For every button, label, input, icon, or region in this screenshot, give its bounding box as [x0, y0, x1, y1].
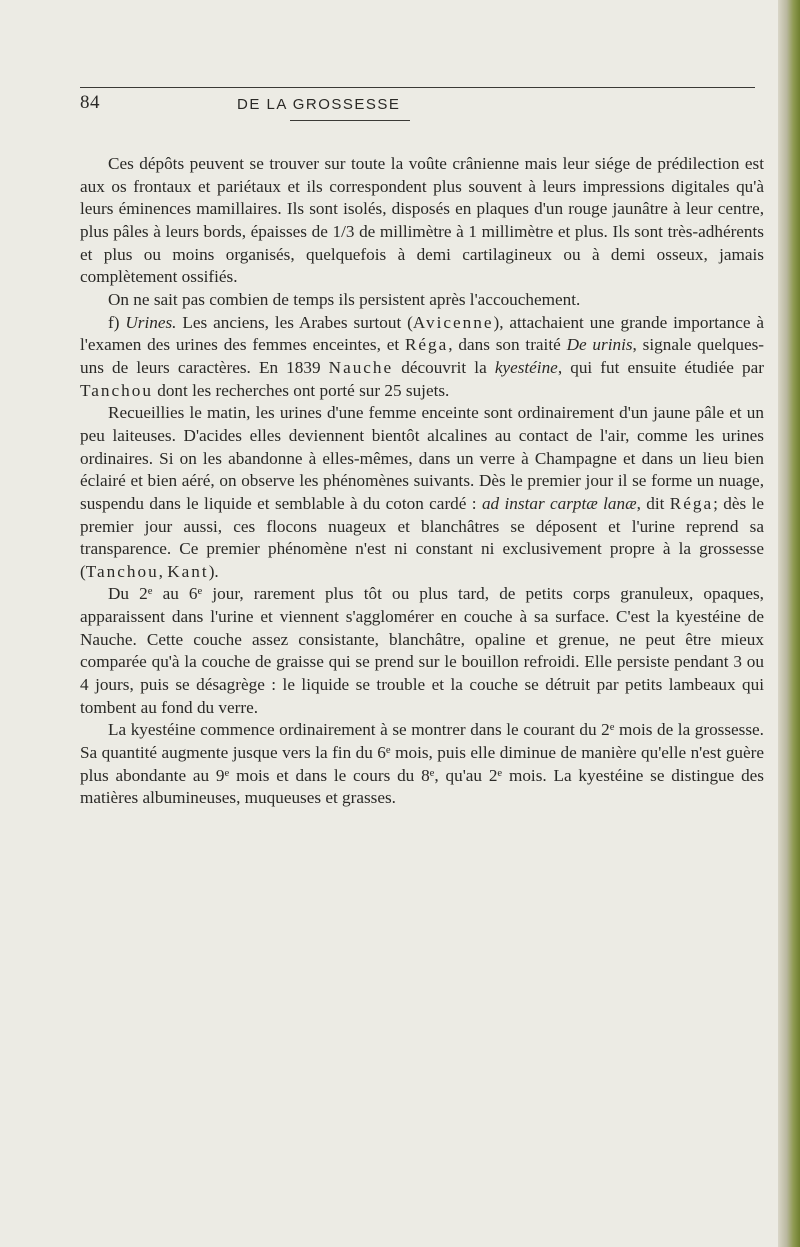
section-letter: f)	[108, 312, 126, 332]
author-rega: Réga	[669, 493, 714, 513]
paragraph-urines: f) Urines. Les anciens, les Arabes surtout (Avicenne), attachaient une grande importance à l'examen des urines des femmes enceintes, et Réga, dans son traité De urinis, signale quelques-uns de leurs caractères. En 1839 Nauche découvrit la kyestéine, qui fut ensuite étudiée par Tanchou dont les recherches ont porté sur 25 sujets.	[80, 312, 765, 400]
work-title: De urinis	[566, 335, 633, 355]
body-text	[80, 153, 764, 810]
section-title: Urines.	[125, 312, 177, 332]
term-kyesteine: kyestéine	[494, 357, 558, 377]
author-nauche: Nauche	[328, 357, 394, 377]
latin-quote: ad instar carptæ lanæ	[481, 493, 637, 513]
running-head: DE LA GROSSESSE	[237, 96, 401, 113]
author-kant: Kant	[167, 561, 209, 581]
paragraph-observations: Recueillies le matin, les urines d'une femme enceinte sont ordinairement d'un jaune pâle et un peu laiteuses. D'acides elles deviennent bientôt alcalines au contact de l'air, comme les urines ordinaires. Si on les abandonne à elles-mêmes, dans un verre à Champagne et dans un lieu bien éclairé et bien aéré, on observe les phénomènes suivants. Dès le premier jour il se forme un nuage, suspendu dans le liquide et semblable à du coton cardé : ad instar carptæ lanæ, dit Réga; dès le premier jour aussi, ces flocons nuageux et blanchâtres se déposent et l'urine reprend sa transparence. Ce premier phénomène n'est ni constant ni exclusivement propre à la grossesse (Tanchou, Kant).	[80, 403, 764, 581]
author-avicenne: Avicenne	[412, 312, 494, 332]
header-rule-bottom	[290, 120, 410, 121]
page-edge	[778, 0, 800, 1247]
author-tanchou: Tanchou	[85, 561, 159, 581]
page-header	[80, 82, 755, 122]
paragraph-kyesteine-timeline: La kyestéine commence ordinairement à se montrer dans le courant du 2e mois de la grossesse. Sa quantité augmente jusque vers la fin du 6e mois, puis elle diminue de manière qu'elle n'est guère plus abondante au 9e mois et dans le cours du 8e, qu'au 2e mois. La kyestéine se distingue des matières albumineuses, muqueuses et grasses.	[80, 720, 764, 808]
paragraph-granules: Du 2e au 6e jour, rarement plus tôt ou plus tard, de petits corps granuleux, opaques, apparaissent dans l'urine et viennent s'agglomérer en couche à sa surface. C'est la kyestéine de Nauche. Cette couche assez consistante, blanchâtre, opaline et grenue, ne peut être mieux comparée qu'à la couche de graisse qui se prend sur le bouillon refroidi. Elle persiste pendant 3 ou 4 jours, puis se désagrège : le liquide se trouble et la couche se détruit par petits lambeaux qui tombent au fond du verre.	[80, 584, 764, 717]
author-tanchou: Tanchou	[80, 380, 153, 400]
author-rega: Réga	[404, 335, 449, 355]
page-number: 84	[80, 92, 100, 113]
paragraph-persistence: On ne sait pas combien de temps ils persistent après l'accouchement.	[108, 289, 581, 309]
paragraph-deposits: Ces dépôts peuvent se trouver sur toute la voûte crânienne mais leur siége de prédilection est aux os frontaux et pariétaux et ils correspondent plus souvent à leurs impressions digitales qu'à leurs éminences mamillaires. Ils sont isolés, disposés en plaques d'un rouge jaunâtre à leur centre, plus pâles à leurs bords, épaisses de 1/3 de millimètre à 1 millimètre et plus. Ils sont très-adhérents et plus ou moins organisés, quelquefois à demi cartilagineux ou à demi osseux, jamais complètement ossifiés.	[80, 154, 764, 287]
header-rule-top	[80, 87, 755, 88]
